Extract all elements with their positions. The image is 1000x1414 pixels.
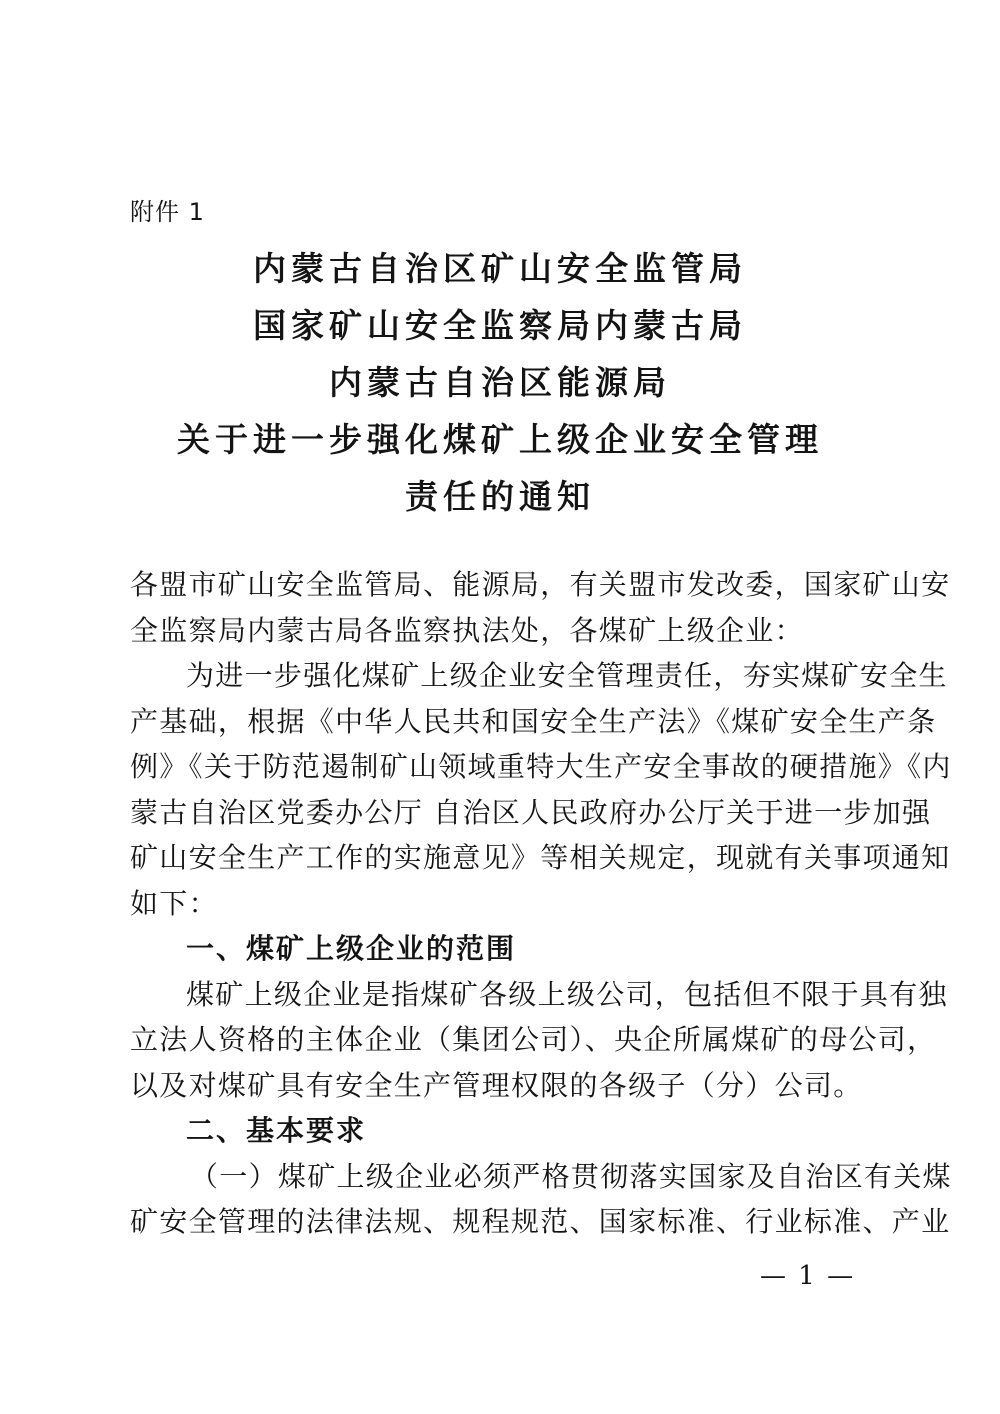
- document-body: [130, 562, 952, 1245]
- title-line: 内蒙古自治区矿山安全监管局: [253, 249, 747, 288]
- section-1-line: 立法人资格的主体企业（集团公司）、央企所属煤矿的母公司，: [130, 1023, 937, 1056]
- title-line: 关于进一步强化煤矿上级企业安全管理: [177, 420, 823, 459]
- intro-line: 例》《关于防范遏制矿山领域重特大生产安全事故的硬措施》《内: [130, 750, 952, 783]
- intro-line: 如下：: [130, 886, 218, 920]
- intro-line: 蒙古自治区党委办公厅 自治区人民政府办公厅关于进一步加强: [130, 795, 932, 829]
- intro-line: 为进一步强化煤矿上级企业安全管理责任，夯实煤矿安全生: [186, 659, 948, 692]
- intro-line: 矿山安全生产工作的实施意见》等相关规定，现就有关事项通知: [130, 841, 951, 874]
- title-line: 国家矿山安全监察局内蒙古局: [253, 306, 747, 345]
- title-line: 内蒙古自治区能源局: [329, 363, 671, 402]
- section-1-line: 煤矿上级企业是指煤矿各级上级公司，包括但不限于具有独: [186, 977, 948, 1011]
- section-2-line: 矿安全管理的法律法规、规程规范、国家标准、行业标准、产业: [130, 1205, 951, 1238]
- section-2-heading: 二、基本要求: [186, 1114, 367, 1147]
- recipients-line: 全监察局内蒙古局各监察执法处，各煤矿上级企业：: [130, 613, 804, 647]
- page-number: — 1 —: [760, 1261, 856, 1291]
- section-1-heading: 一、煤矿上级企业的范围: [186, 932, 517, 965]
- section-1-line: 以及对煤矿具有安全生产管理权限的各级子（分）公司。: [130, 1068, 863, 1102]
- intro-line: 产基础，根据《中华人民共和国安全生产法》《煤矿安全生产条: [130, 704, 937, 738]
- title-line: 责任的通知: [405, 477, 595, 516]
- recipients-line: 各盟市矿山安全监管局、能源局，有关盟市发改委，国家矿山安: [130, 568, 951, 601]
- attachment-label: 附件 1: [130, 198, 205, 226]
- document-title: [130, 240, 870, 525]
- section-2-line: （一）煤矿上级企业必须严格贯彻落实国家及自治区有关煤: [190, 1159, 952, 1193]
